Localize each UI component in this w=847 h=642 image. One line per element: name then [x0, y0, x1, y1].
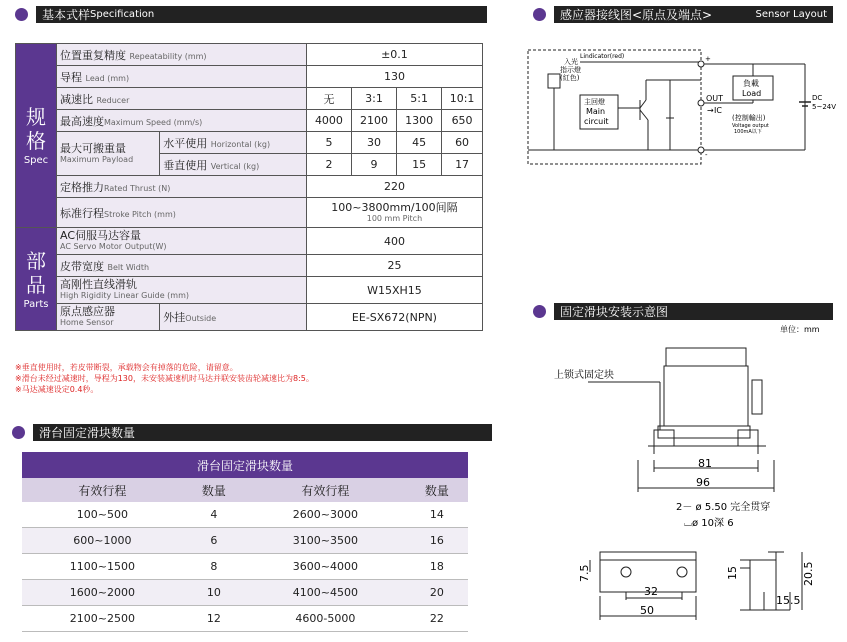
- svg-text:15: 15: [726, 566, 739, 580]
- install-drawing: [540, 320, 840, 638]
- spec-group-label: 规 格 Spec: [16, 44, 57, 228]
- table-row: 1100~1500 8 3600~4000 18: [22, 554, 468, 580]
- spec-header: 基本式样 Specification: [15, 6, 487, 23]
- svg-text:→: →: [707, 106, 714, 115]
- svg-text:单位：mm: 单位：mm: [780, 325, 820, 334]
- table-row: 1600~2000 10 4100~4500 20: [22, 580, 468, 606]
- svg-text:100mA以下: 100mA以下: [734, 129, 762, 135]
- svg-text:入光: 入光: [564, 58, 578, 66]
- svg-text:OUT: OUT: [706, 94, 724, 103]
- svg-text:Main: Main: [586, 107, 606, 116]
- svg-text:2－ ø 5.50 完全贯穿: 2－ ø 5.50 完全贯穿: [676, 502, 771, 513]
- install-header: 固定滑块安装示意图: [533, 303, 833, 320]
- svg-text:81: 81: [698, 457, 712, 470]
- svg-text:7.5: 7.5: [578, 564, 591, 582]
- table-row: 2100~2500 12 4600-5000 22: [22, 606, 468, 632]
- table-row: 600~1000 6 3100~3500 16: [22, 528, 468, 554]
- slider-header: 滑台固定滑块数量: [12, 424, 492, 441]
- sensor-header: 感应器接线图<原点及端点> Sensor Layout: [533, 6, 833, 23]
- svg-text:+: +: [705, 55, 711, 63]
- svg-text:主回燈: 主回燈: [584, 98, 605, 106]
- svg-text:IC: IC: [714, 106, 722, 115]
- svg-text:96: 96: [696, 476, 710, 489]
- svg-text:(紅色): (紅色): [560, 74, 580, 82]
- svg-text:負載: 負載: [743, 79, 759, 88]
- svg-text:上锁式固定块: 上锁式固定块: [554, 370, 614, 381]
- svg-text:Load: Load: [742, 89, 762, 98]
- bullet-icon: [533, 305, 546, 318]
- svg-text:Lindicator(red): Lindicator(red): [580, 53, 625, 60]
- svg-text:50: 50: [640, 604, 654, 617]
- svg-text:5~24V: 5~24V: [812, 103, 837, 111]
- bullet-icon: [12, 426, 25, 439]
- svg-text:15.5: 15.5: [776, 594, 801, 607]
- svg-text:⌴ø 10深 6: ⌴ø 10深 6: [684, 518, 734, 529]
- notes: ※垂直使用时，若皮带断裂，承载物会有掉落的危险，请留意。 ※滑台未经过减速时，导程为130，未安装减速机时马达并联安装齿轮减速比为8:5。 ※马达减速设定0.4秒。: [15, 363, 314, 394]
- bullet-icon: [15, 8, 28, 21]
- slider-table: 滑台固定滑块数量 有效行程 数量 有效行程 数量 100~500 4 2600~3000 14 600~1000 6 3100~3500 16 1100~1500 8 3600~4000 18 1600~2000 10 4100~4500 20 2100~2500 12 4600-5000 22: [22, 452, 468, 632]
- svg-text:Voltage output: Voltage output: [732, 123, 769, 129]
- svg-text:circuit: circuit: [584, 117, 609, 126]
- svg-text:-: -: [705, 151, 708, 159]
- bullet-icon: [533, 8, 546, 21]
- svg-text:(控制輸出): (控制輸出): [732, 114, 766, 122]
- svg-text:DC: DC: [812, 94, 823, 102]
- table-row: 100~500 4 2600~3000 14: [22, 502, 468, 528]
- svg-text:指示燈: 指示燈: [560, 66, 581, 74]
- sensor-wiring-diagram: [520, 40, 840, 170]
- spec-table: 规 格 Spec 位置重复精度 Repeatability (mm) ±0.1 导程 Lead (mm) 130 减速比 Reducer 无 3:1 5:1 10:1 最高速度Maximum Speed (mm/s) 4000 2100 1300 650 最大可搬重量 Maximum Payload 水平使用 Horizontal (kg) 5 30 45 60 垂直使用 Vertical (kg) 2 9 15 17 定格推力Rated Thrust (N) 220 标准行程Stroke Pitch (mm) 100~3800mm/100间隔 100 mm Pitch 部 品 Parts AC伺服马达容量 AC Servo Motor Output(W) 400 皮带宽度 Belt Width 25 高刚性直线滑轨 High Rigidity Linear Guide (mm) W15XH15 原点感应器 Home Sensor 外挂Outside EE-SX672(NPN): [15, 43, 483, 331]
- svg-text:20.5: 20.5: [802, 561, 815, 586]
- parts-group-label: 部 品 Parts: [16, 228, 57, 331]
- svg-text:32: 32: [644, 585, 658, 598]
